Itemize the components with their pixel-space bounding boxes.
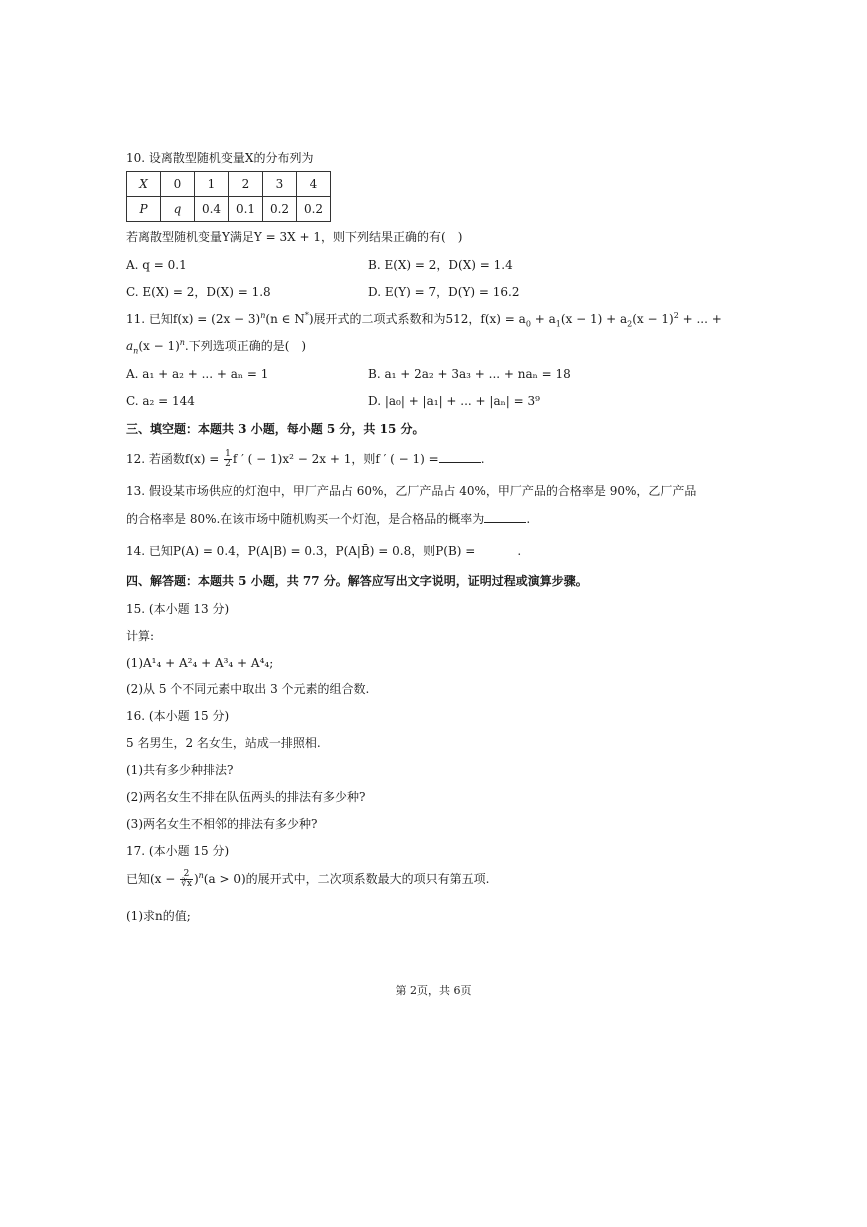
q11-option-d: D. |a₀| + |a₁| + ... + |aₙ| = 3⁹ xyxy=(368,394,540,408)
fraction-numerator: 1 xyxy=(225,449,231,459)
table-cell: 1 xyxy=(195,172,229,197)
q14-text: . xyxy=(517,544,522,558)
q16-part1: (1)共有多少种排法? xyxy=(126,763,234,777)
q12-line xyxy=(126,450,485,469)
q13-line1: 13. 假设某市场供应的灯泡中，甲厂产品占 60%，乙厂产品占 40%，甲厂产品的合格率是 90%，乙厂产品 xyxy=(126,484,697,498)
q16-head: 16. (本小题 15 分) xyxy=(126,709,230,723)
q11-text: (x − 1) + a xyxy=(560,312,628,326)
q11-text: .下列选项正确的是( ) xyxy=(184,339,307,353)
q10-option-a: A. q = 0.1 xyxy=(126,258,187,272)
section-heading: 三、填空题：本题共 3 小题，每小题 5 分，共 15 分。 xyxy=(126,422,425,436)
q15-part1: (1)A¹₄ + A²₄ + A³₄ + A⁴₄; xyxy=(126,656,274,670)
table-cell: P xyxy=(127,197,161,222)
q11-text: + a xyxy=(530,312,556,326)
q15-head: 15. (本小题 13 分) xyxy=(126,602,230,616)
answer-blank[interactable] xyxy=(439,451,481,463)
table-cell: 0.2 xyxy=(263,197,297,222)
q13-line2 xyxy=(126,511,530,527)
q10-option-row xyxy=(126,257,187,273)
q17-text: 已知(x − xyxy=(126,872,180,886)
q11-option-c: C. a₂ = 144 xyxy=(126,394,195,408)
fraction-denominator: 2 xyxy=(225,459,231,469)
table-cell: X xyxy=(127,172,161,197)
q12-text: f ′ ( − 1)x² − 2x + 1，则f ′ ( − 1) = xyxy=(232,452,439,466)
table-row xyxy=(127,172,331,197)
table-cell: 0.1 xyxy=(229,197,263,222)
q13-text: 的合格率是 80%.在该市场中随机购买一个灯泡，是合格品的概率为 xyxy=(126,512,485,526)
fraction-numerator: 2 xyxy=(180,870,193,880)
q10-option-b: B. E(X) = 2，D(X) = 1.4 xyxy=(368,258,513,272)
q12-text: . xyxy=(480,452,485,466)
q10-option-d: D. E(Y) = 7，D(Y) = 16.2 xyxy=(368,285,520,299)
distribution-table xyxy=(126,171,331,222)
q11-option-a: A. a₁ + a₂ + ... + aₙ = 1 xyxy=(126,367,269,381)
table-cell: 0 xyxy=(161,172,195,197)
q15-part2: (2)从 5 个不同元素中取出 3 个元素的组合数. xyxy=(126,682,370,696)
q11-text: )展开式的二项式系数和为512，f(x) = a xyxy=(308,312,526,326)
answer-blank[interactable] xyxy=(475,544,517,555)
table-cell: 0.2 xyxy=(297,197,331,222)
q15-lead: 计算: xyxy=(126,629,155,643)
answer-blank[interactable] xyxy=(484,511,526,523)
q17-text: (a > 0)的展开式中，二次项系数最大的项只有第五项. xyxy=(203,872,490,886)
fraction-denominator: ∛x xyxy=(181,879,192,889)
section-heading: 四、解答题：本题共 5 小题，共 77 分。解答应写出文字说明，证明过程或演算步骤。 xyxy=(126,574,588,588)
q11-text: + ... + xyxy=(678,312,722,326)
fraction xyxy=(224,450,232,469)
q16-part2: (2)两名女生不排在队伍两头的排法有多少种? xyxy=(126,790,366,804)
table-row xyxy=(127,197,331,222)
q11-text: (x − 1) xyxy=(138,339,180,353)
q11-line2: $a_n(x - 1)^n$.下列选项正确的是( ) xyxy=(126,338,307,356)
q13-text: . xyxy=(526,512,531,526)
q17-part1: (1)求n的值; xyxy=(126,909,191,923)
q16-part3: (3)两名女生不相邻的排法有多少种? xyxy=(126,817,318,831)
q16-lead: 5 名男生，2 名女生，站成一排照相. xyxy=(126,736,321,750)
q11-text: (x − 1) xyxy=(632,312,674,326)
q11-text: (n ∈ N xyxy=(265,312,305,326)
q14-line xyxy=(126,543,521,559)
q12-text: 12. 若函数f(x) = xyxy=(126,452,224,466)
table-cell: q xyxy=(161,197,195,222)
page-number: 第 2页，共 6页 xyxy=(395,984,472,997)
fraction xyxy=(180,870,193,889)
table-cell: 2 xyxy=(229,172,263,197)
q11-line1: 11. 已知$f(x) = (2x - 3)^n(n$ ∈ N*)展开式的二项式系数和为512，$f(x) = a_0 + a_1(x - 1) + a_2(x - 1)^2$ + ... + xyxy=(126,311,722,329)
q11-option-b: B. a₁ + 2a₂ + 3a₃ + ... + naₙ = 18 xyxy=(368,367,571,381)
table-cell: 4 xyxy=(297,172,331,197)
q10-condition: 若离散型随机变量Y满足Y = 3X + 1，则下列结果正确的有( ) xyxy=(126,230,463,244)
table-cell: 3 xyxy=(263,172,297,197)
q17-stem: 已知(x − $\frac{2}{∛x}$ )$^n$(a > 0)的展开式中，二次项系数最大的项只有第五项. xyxy=(126,869,490,889)
q11-text: 11. 已知f(x) = (2x − 3) xyxy=(126,312,261,326)
table-cell: 0.4 xyxy=(195,197,229,222)
q10-stem: 10. 设离散型随机变量X的分布列为 xyxy=(126,151,314,165)
q14-text: 14. 已知P(A) = 0.4，P(A|B) = 0.3，P(A|B̄) = 0.8，则P(B) = xyxy=(126,544,476,558)
q10-option-c: C. E(X) = 2，D(X) = 1.8 xyxy=(126,285,271,299)
q17-head: 17. (本小题 15 分) xyxy=(126,844,230,858)
